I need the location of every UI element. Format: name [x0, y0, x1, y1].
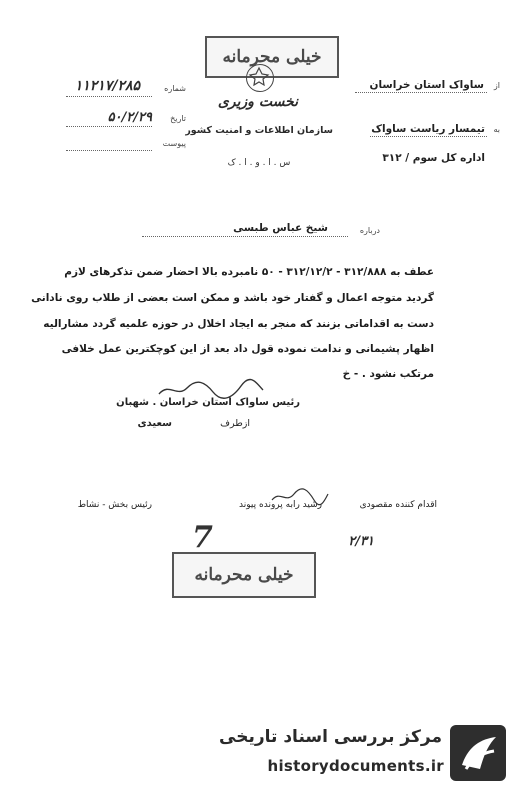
emblem-line: نخست وزیری	[217, 94, 298, 110]
action-note: اقدام کننده مقصودی	[359, 500, 437, 510]
body-line-3: دست به اقداماتی بزنند که منجر به ایجاد اخلال در حوزه علمیه گردد مشارالیه	[43, 318, 434, 330]
action-detail: رشید رابه پرونده پیوند	[239, 500, 322, 510]
to-dotted-line	[355, 92, 487, 93]
number-dotted-line	[66, 96, 152, 97]
attachment-dotted-line	[66, 150, 152, 151]
left-note: رئیس بخش - نشاط	[77, 500, 152, 510]
date-value: ۵۰/۲/۲۹	[107, 110, 152, 125]
to-value: ساواک استان خراسان	[369, 79, 484, 91]
body-line-5: مرتکب نشود . - خ	[342, 368, 434, 380]
org-line: سازمان اطلاعات و امنیت کشور	[185, 125, 333, 136]
subject-label: درباره	[359, 226, 380, 235]
body-line-1: عطف به ۳۱۲/۸۸۸ - ۳۱۲/۱۲/۲ - ۵۰ نامبرده بالا احضار ضمن تذکرهای لازم	[64, 266, 434, 278]
signature-name: سعیدی	[137, 418, 172, 429]
watermark-site: historydocuments.ir	[267, 757, 444, 775]
date-label: تاریخ	[170, 114, 186, 123]
org-abbr: س . ا . و . ا . ک	[227, 158, 291, 168]
signature-title: رئیس ساواک استان خراسان . شهبان	[116, 397, 300, 408]
subject-value: شیخ عباس طبسی	[233, 222, 328, 234]
watermark-footer	[0, 715, 519, 791]
cc-dept: اداره کل سوم / ۳۱۲	[382, 152, 485, 164]
seven-mark: 7	[192, 520, 213, 555]
cc-dotted-line	[370, 136, 487, 137]
signature-from-label: ازطرف	[220, 418, 250, 429]
body-line-2: گردید متوجه اعمال و گفتار خود باشد و ممکن است بعضی از طلاب روی نادانی	[31, 292, 434, 304]
watermark-org-name: مرکز بررسی اسناد تاریخی	[219, 727, 442, 747]
to-label: از	[493, 81, 500, 90]
number-label: شماره	[164, 84, 186, 93]
body-line-4: اظهار پشیمانی و ندامت نموده قول داد بعد از این کوچکترین عمل خلافی	[61, 343, 434, 355]
cc-value: تیمسار ریاست ساواک	[371, 123, 485, 135]
number-value: ۱۱۲۱۷/۲۸۵	[74, 78, 140, 94]
date-dotted-line	[66, 126, 152, 127]
top-classification-stamp: خیلی محرمانه	[205, 36, 339, 78]
attachment-label: پیوست	[162, 139, 186, 148]
bottom-classification-stamp: خیلی محرمانه	[172, 552, 316, 598]
date-handwritten: ۲/۳۱	[348, 534, 374, 549]
emblem-icon	[246, 64, 274, 92]
cc-label: به	[493, 125, 500, 134]
subject-dotted-line	[142, 236, 348, 237]
watermark-logo-icon	[450, 725, 506, 781]
footer-scribble	[270, 488, 330, 506]
